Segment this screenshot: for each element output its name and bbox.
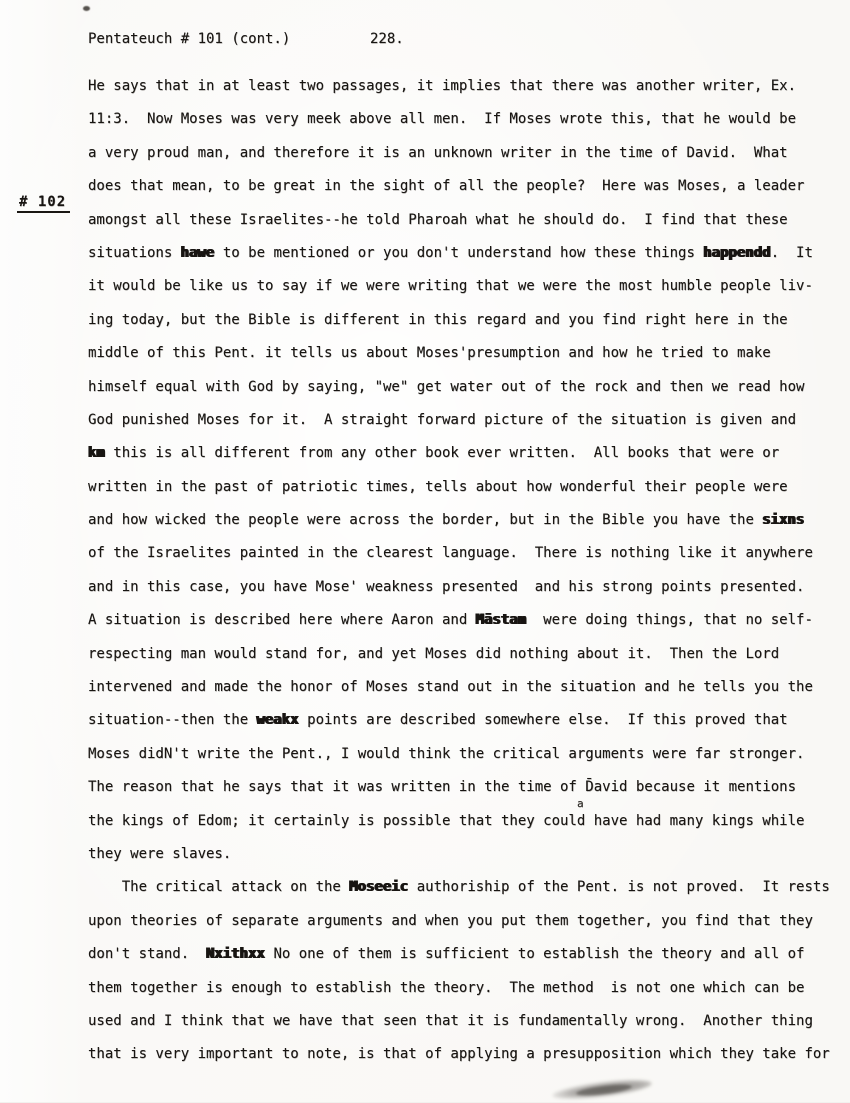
- interline-handwritten-mark: a: [577, 797, 584, 810]
- body-text: [88, 70, 848, 1072]
- text-line: situation--then the weakx points are described somewhere else. If this proved that: [88, 712, 788, 729]
- text-line: middle of this Pent. it tells us about Moses'presumption and how he tried to make: [88, 345, 771, 362]
- text-line: intervened and made the honor of Moses stand out in the situation and he tells you the: [88, 679, 813, 696]
- page-number: 228.: [370, 31, 404, 47]
- text-line: km this is all different from any other book ever written. All books that were or: [88, 445, 780, 462]
- ink-speck: [83, 6, 90, 11]
- text-line: 11:3. Now Moses was very meek above all men. If Moses wrote this, that he would be: [88, 111, 797, 128]
- text-line: it would be like us to say if we were writing that we were the most humble people liv-: [88, 278, 813, 295]
- text-line: situations hawe to be mentioned or you don't understand how these things happendd. It: [88, 244, 813, 261]
- text-line: ing today, but the Bible is different in this regard and you find right here in the: [88, 311, 788, 328]
- text-line: God punished Moses for it. A straight forward picture of the situation is given and: [88, 411, 797, 428]
- text-line: himself equal with God by saying, "we" get water out of the rock and then we read how: [88, 378, 805, 395]
- text-line: a very proud man, and therefore it is an unknown writer in the time of David. What: [88, 144, 788, 161]
- text-line: and in this case, you have Mose' weakness presented and his strong points presented.: [88, 578, 805, 595]
- text-line: and how wicked the people were across the border, but in the Bible you have the sixns: [88, 512, 805, 529]
- text-line: respecting man would stand for, and yet Moses did nothing about it. Then the Lord: [88, 645, 780, 662]
- text-line: don't stand. Nxithxx No one of them is sufficient to establish the theory and all of: [88, 946, 805, 963]
- text-line: they were slaves.: [88, 845, 232, 862]
- text-line: written in the past of patriotic times, tells about how wonderful their people were: [88, 478, 788, 495]
- text-line: He says that in at least two passages, it implies that there was another writer, Ex.: [88, 78, 797, 94]
- text-line: upon theories of separate arguments and when you put them together, you find that they: [88, 912, 813, 929]
- text-line: used and I think that we have that seen that it is fundamentally wrong. Another thing: [88, 1012, 813, 1029]
- text-line: The reason that he says that it was written in the time of D̄avid because it mentions: [88, 779, 797, 796]
- text-line: the kings of Edom; it certainly is possible that they could have had many kings while: [88, 812, 805, 829]
- text-line: does that mean, to be great in the sight of all the people? Here was Moses, a leader: [88, 178, 805, 195]
- text-line: them together is enough to establish the theory. The method is not one which can be: [88, 979, 805, 996]
- margin-note: # 102: [17, 194, 70, 213]
- text-line: The critical attack on the Moseeic authoriship of the Pent. is not proved. It rests: [88, 879, 830, 896]
- text-line: of the Israelites painted in the clearest language. There is nothing like it anywhere: [88, 545, 813, 562]
- text-line: that is very important to note, is that of applying a presupposition which they take for: [88, 1046, 830, 1063]
- text-line: amongst all these Israelites--he told Pharoah what he should do. I find that these: [88, 211, 788, 228]
- text-line: A situation is described here where Aaron and Mästam were doing things, that no self-: [88, 612, 813, 629]
- page-title: Pentateuch # 101 (cont.): [88, 31, 291, 47]
- text-line: Moses didN't write the Pent., I would think the critical arguments were far stronger.: [88, 745, 805, 762]
